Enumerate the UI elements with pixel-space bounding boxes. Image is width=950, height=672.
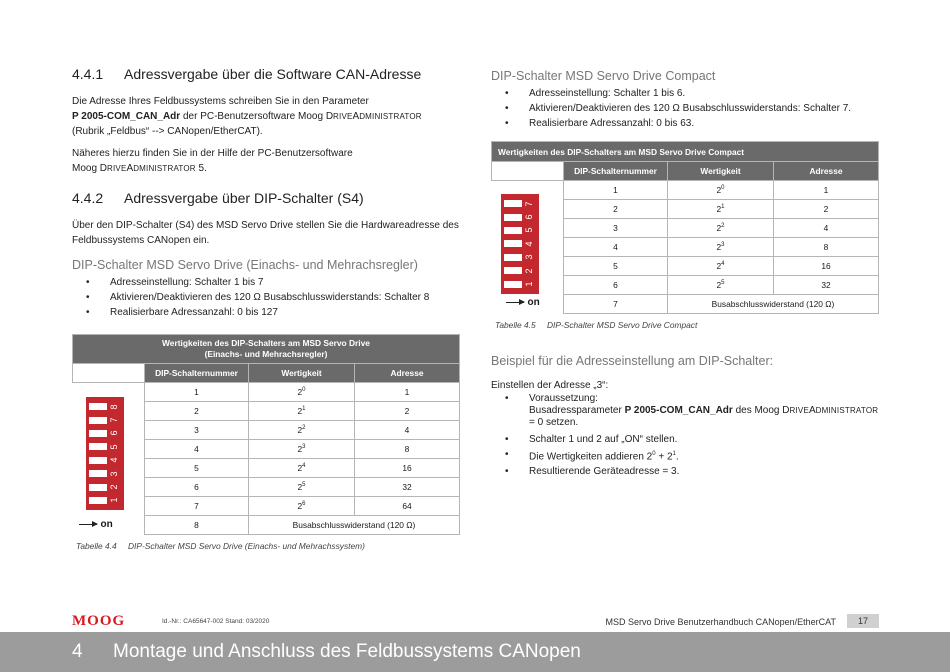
weight-cell (668, 276, 774, 295)
text: 3 (302, 444, 306, 451)
weight-cell (668, 257, 774, 276)
switch-number-cell: 5 (145, 459, 249, 478)
table-title (73, 335, 460, 364)
switch-toggle (504, 240, 522, 247)
left-column (72, 66, 462, 551)
table-header: Wertigkeit (668, 162, 774, 181)
switch-number-cell: 2 (564, 200, 668, 219)
switch-toggle (504, 200, 522, 207)
switch-number: 2 (108, 484, 119, 490)
address-cell: 1 (774, 181, 879, 200)
parameter-name: P 2005-COM_CAN_Adr (624, 405, 733, 416)
text: (Einachs- und Mehrachsregler) (204, 349, 328, 359)
weight-cell (249, 402, 355, 421)
weight-cell (668, 219, 774, 238)
bullet-list-msd (72, 275, 462, 320)
table-header: DIP-Schalternummer (145, 364, 249, 383)
list-item (491, 447, 881, 464)
table-title: Wertigkeiten des DIP-Schalters am MSD Servo Drive Compact (492, 142, 879, 162)
text: + (655, 451, 667, 463)
arrow-right-icon (79, 524, 97, 525)
switch-number-cell: 2 (145, 402, 249, 421)
moog-logo: MOOG (72, 613, 126, 629)
termination-cell: Busabschlusswiderstand (120 Ω) (668, 295, 879, 314)
switch-toggle (89, 457, 107, 464)
switch-toggle (504, 281, 522, 288)
text: 2 (297, 387, 303, 397)
list-item: • Schalter 1 und 2 auf „ON“ stellen. (491, 432, 881, 447)
dip-switch-body (501, 194, 539, 294)
text: 2 (716, 280, 722, 290)
text: DMINISTRATOR (359, 112, 422, 121)
switch-toggle (504, 254, 522, 261)
dip-switch-illustration (73, 383, 145, 535)
table-header: Adresse (355, 364, 460, 383)
text: A (126, 163, 134, 174)
caption-text: DIP-Schalter MSD Servo Drive Compact (547, 320, 698, 330)
caption-number: Tabelle 4.5 (495, 320, 536, 330)
switch-number-cell: 6 (564, 276, 668, 295)
text: Moog (72, 163, 100, 174)
switch-toggle (504, 267, 522, 274)
paragraph-software-address (72, 94, 462, 139)
text: 5. (195, 163, 207, 174)
table-header: DIP-Schalternummer (564, 162, 668, 181)
section-number: 4.4.1 (72, 66, 104, 82)
table-caption (72, 541, 462, 551)
list-item: • Aktivieren/Deaktivieren des 120 Ω Busabschlusswiderstands: Schalter 8 (72, 290, 462, 305)
switch-toggle (89, 497, 107, 504)
text: 2 (716, 204, 722, 214)
section-title: Adressvergabe über die Software CAN-Adresse (124, 66, 422, 82)
switch-number: 7 (523, 201, 534, 207)
switch-number-cell: 4 (145, 440, 249, 459)
caption-number: Tabelle 4.4 (76, 541, 117, 551)
list-item: • Adresseinstellung: Schalter 1 bis 6. (491, 86, 881, 101)
switch-toggle (89, 443, 107, 450)
list-item (491, 393, 881, 429)
caption-text: DIP-Schalter MSD Servo Drive (Einachs- und Mehrachssystem) (128, 541, 365, 551)
section-heading-4-4-1 (72, 66, 462, 82)
switch-number: 1 (523, 281, 534, 287)
text: 2 (302, 425, 306, 432)
paragraph-dip-intro: Über den DIP-Schalter (S4) des MSD Servo Drive stellen Sie die Hardwareadresse des Feldbussystems CANopen ein. (72, 220, 459, 246)
text: DMINISTRATOR (815, 406, 879, 415)
weight-cell (249, 478, 355, 497)
text: 5 (302, 482, 306, 489)
switch-toggle (89, 430, 107, 437)
text: 0 (652, 451, 656, 457)
weight-cell (668, 200, 774, 219)
weight-cell (249, 440, 355, 459)
parameter-name: P 2005-COM_CAN_Adr (72, 111, 181, 122)
section-title: Adressvergabe über DIP-Schalter (S4) (124, 190, 364, 206)
text: . (675, 451, 679, 463)
text: 2 (297, 463, 303, 473)
switch-toggle (89, 403, 107, 410)
switch-number-cell: 1 (564, 181, 668, 200)
text: 1 (672, 451, 676, 457)
text: = 0 setzen. (529, 417, 579, 428)
document-id: Id.-Nr.: CA65647-002 Stand: 03/2020 (162, 618, 270, 625)
address-cell: 2 (355, 402, 460, 421)
switch-number: 5 (523, 227, 534, 233)
text: Die Wertigkeiten addieren (529, 451, 647, 463)
arrow-right-icon (506, 302, 524, 303)
text: Näheres hierzu finden Sie in der Hilfe der PC-Benutzersoftware (72, 148, 353, 159)
bullet-list-example (491, 393, 881, 479)
text: 1 (721, 204, 725, 211)
example-intro: Einstellen der Adresse „3“: (491, 380, 609, 391)
text: 2 (297, 444, 303, 454)
weight-cell (668, 238, 774, 257)
list-item: • Aktivieren/Deaktivieren des 120 Ω Busabschlusswiderstands: Schalter 7. (491, 101, 881, 116)
weight-cell (249, 459, 355, 478)
switch-number: 1 (108, 497, 119, 503)
termination-cell: Busabschlusswiderstand (120 Ω) (249, 516, 460, 535)
text: 0 (302, 387, 306, 394)
address-cell: 16 (355, 459, 460, 478)
table-header: Adresse (774, 162, 879, 181)
text: (Rubrik „Feldbus“ --> CANopen/EtherCAT). (72, 126, 263, 137)
address-cell: 8 (774, 238, 879, 257)
switch-number-cell: 1 (145, 383, 249, 402)
address-cell: 64 (355, 497, 460, 516)
text: Wertigkeiten des DIP-Schalters am MSD Servo Drive (162, 338, 370, 348)
manual-title: MSD Servo Drive Benutzerhandbuch CANopen/EtherCAT (605, 617, 836, 627)
switch-toggle (504, 227, 522, 234)
subheading-dip-msd: DIP-Schalter MSD Servo Drive (Einachs- und Mehrachsregler) (72, 258, 418, 272)
switch-number-cell: 4 (564, 238, 668, 257)
on-indicator (79, 519, 113, 530)
text: 5 (721, 280, 725, 287)
text: 3 (721, 242, 725, 249)
switch-number-cell: 3 (564, 219, 668, 238)
switch-number: 3 (523, 254, 534, 260)
right-column (491, 69, 881, 479)
switch-number: 8 (108, 404, 119, 410)
list-item: • Adresseinstellung: Schalter 1 bis 7 (72, 275, 462, 290)
on-label: on (100, 519, 113, 530)
text: 0 (721, 185, 725, 192)
address-cell: 16 (774, 257, 879, 276)
switch-number-cell: 7 (564, 295, 668, 314)
switch-number: 2 (523, 268, 534, 274)
text: RIVE (107, 164, 127, 173)
table-header: Wertigkeit (249, 364, 355, 383)
bullet-list-compact (491, 86, 881, 131)
switch-number-cell: 5 (564, 257, 668, 276)
address-cell: 1 (355, 383, 460, 402)
list-item: • Realisierbare Adressanzahl: 0 bis 127 (72, 305, 462, 320)
subheading-dip-compact: DIP-Schalter MSD Servo Drive Compact (491, 69, 716, 83)
text: 2 (666, 451, 673, 463)
text: 6 (302, 501, 306, 508)
text: 2 (297, 501, 303, 511)
section-number: 4.4.2 (72, 190, 104, 206)
dip-table-compact (491, 141, 879, 314)
weight-cell (249, 497, 355, 516)
switch-number-cell: 7 (145, 497, 249, 516)
address-cell: 8 (355, 440, 460, 459)
switch-number: 3 (108, 471, 119, 477)
chapter-number: 4 (72, 641, 83, 662)
text: 4 (721, 261, 725, 268)
address-cell: 32 (774, 276, 879, 295)
text: D (325, 111, 334, 122)
weight-cell (668, 181, 774, 200)
paragraph-help-note (72, 146, 462, 176)
text: 2 (716, 261, 722, 271)
text: 2 (297, 425, 303, 435)
text: A (809, 405, 816, 416)
table-row (73, 383, 460, 402)
text: 2 (716, 185, 722, 195)
dip-switch-illustration (492, 181, 564, 314)
switch-number: 6 (108, 430, 119, 436)
text: A (352, 111, 360, 122)
text: RIVE (789, 406, 809, 415)
text: Busadressparameter (529, 405, 625, 416)
weight-cell (249, 383, 355, 402)
text: der PC-Benutzersoftware Moog (180, 111, 326, 122)
address-cell: 2 (774, 200, 879, 219)
text: 2 (297, 482, 303, 492)
text: Voraussetzung: (529, 393, 598, 404)
table-header-blank (73, 364, 145, 383)
switch-toggle (89, 484, 107, 491)
text: RIVE (333, 112, 353, 121)
text: D (99, 163, 108, 174)
weight-cell (249, 421, 355, 440)
switch-number: 7 (108, 417, 119, 423)
text: 2 (721, 223, 725, 230)
text: 2 (716, 223, 722, 233)
dip-switch-body (86, 397, 124, 510)
switch-number-cell: 8 (145, 516, 249, 535)
list-item: • Resultierende Geräteadresse = 3. (491, 464, 881, 479)
text: 2 (646, 451, 653, 463)
switch-toggle (89, 470, 107, 477)
on-label: on (527, 297, 540, 308)
switch-number: 6 (523, 214, 534, 220)
switch-number: 4 (108, 457, 119, 463)
switch-toggle (504, 214, 522, 221)
text: DMINISTRATOR (133, 164, 196, 173)
chapter-title: Montage und Anschluss des Feldbussystems CANopen (113, 641, 581, 662)
switch-toggle (89, 417, 107, 424)
switch-number: 4 (523, 241, 534, 247)
text: Die Adresse Ihres Feldbussystems schreiben Sie in den Parameter (72, 96, 369, 107)
page-number: 17 (847, 614, 879, 628)
text: 2 (297, 406, 303, 416)
address-cell: 4 (774, 219, 879, 238)
text: 2 (716, 242, 722, 252)
address-cell: 32 (355, 478, 460, 497)
chapter-banner (0, 632, 950, 672)
table-caption (491, 320, 881, 330)
text: 4 (302, 463, 306, 470)
switch-number-cell: 6 (145, 478, 249, 497)
table-header-blank (492, 162, 564, 181)
address-cell: 4 (355, 421, 460, 440)
text: 1 (302, 406, 306, 413)
subheading-example: Beispiel für die Adresseinstellung am DIP-Schalter: (491, 354, 774, 368)
text: D (782, 405, 790, 416)
dip-table-msd (72, 334, 460, 535)
section-heading-4-4-2 (72, 190, 462, 206)
switch-number-cell: 3 (145, 421, 249, 440)
switch-number: 5 (108, 444, 119, 450)
on-indicator (506, 297, 540, 308)
list-item: • Realisierbare Adressanzahl: 0 bis 63. (491, 116, 881, 131)
table-row (492, 181, 879, 200)
text: des Moog (732, 405, 783, 416)
